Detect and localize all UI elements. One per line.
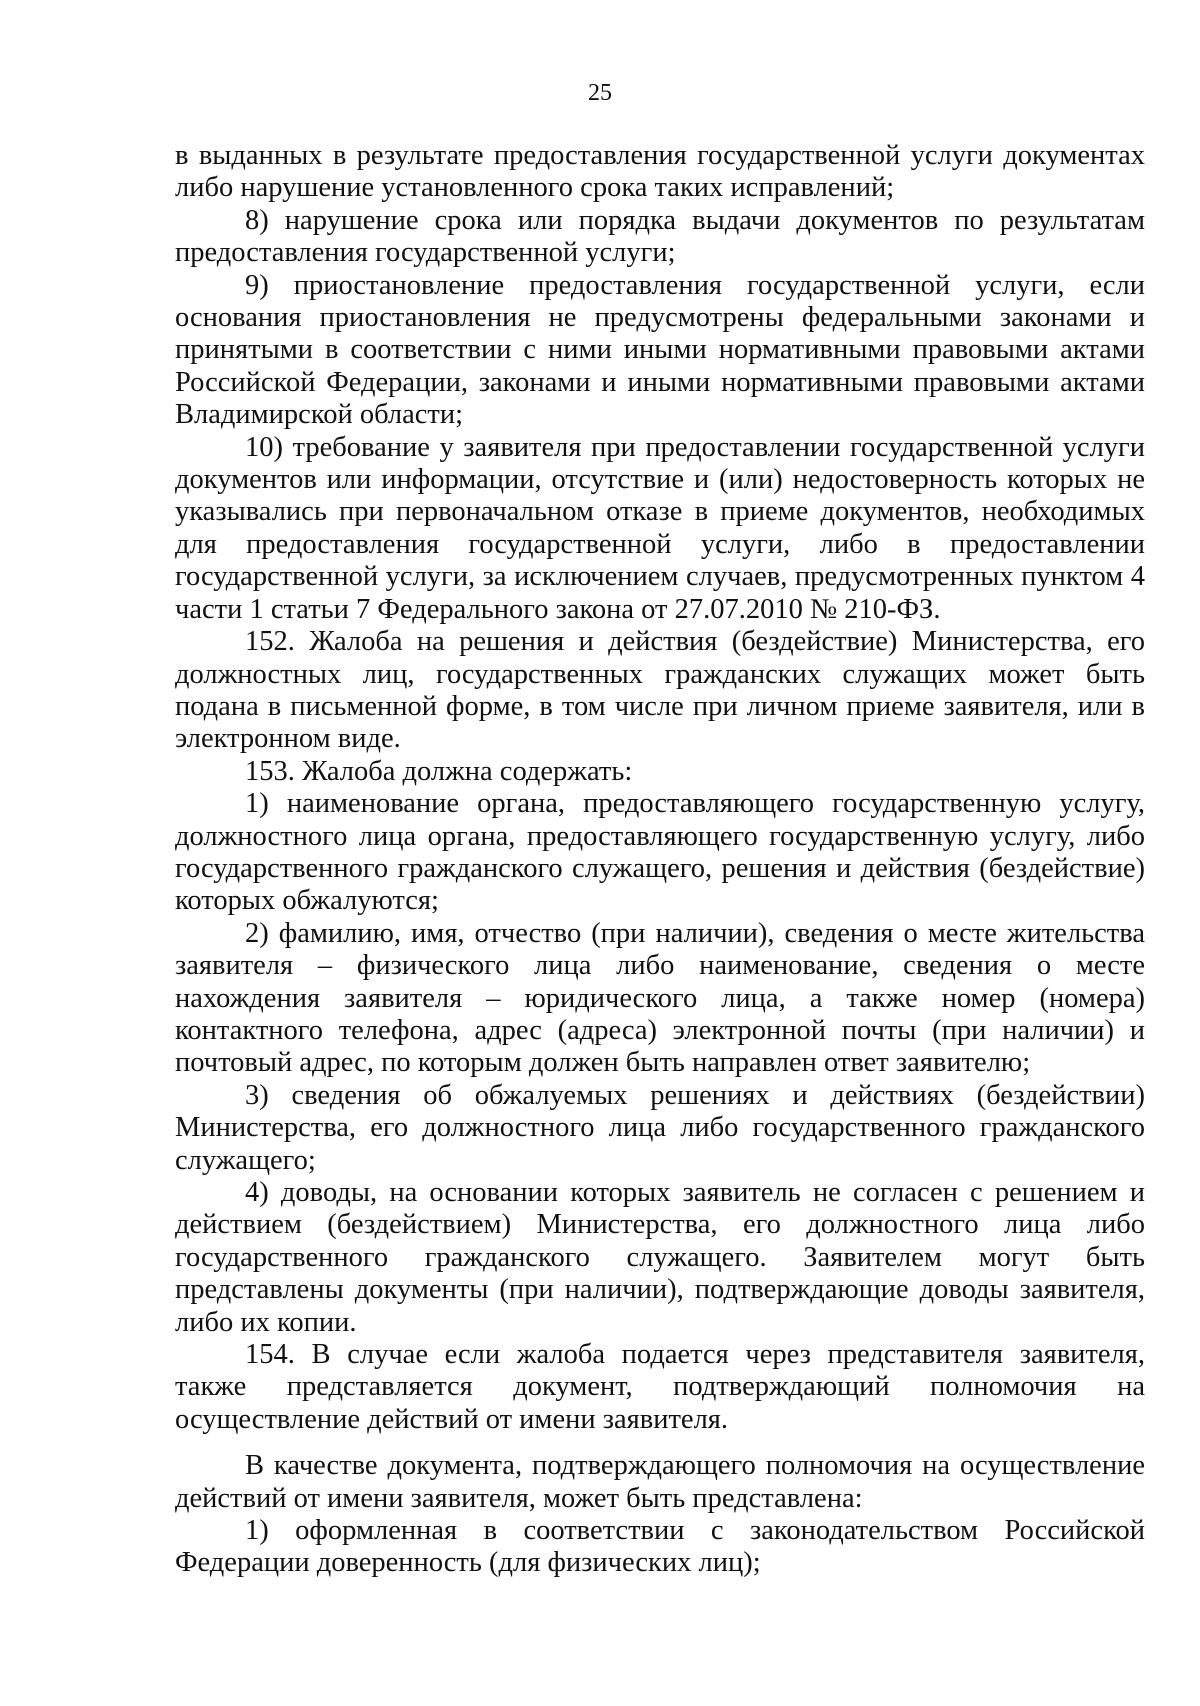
paragraph-152: 152. Жалоба на решения и действия (бездействие) Министерства, его должностных лиц, государственных гражданских служащих может быть подана в письменной форме, в том числе при личном приеме заявителя, или в электронном виде. — [175, 626, 1145, 755]
paragraph-document-types: В качестве документа, подтверждающего полномочия на осуществление действий от имени заявителя, может быть представлена: — [175, 1450, 1145, 1514]
paragraph-continuation: в выданных в результате предоставления государственной услуги документах либо нарушение установленного срока таких исправлений; — [175, 140, 1145, 204]
paragraph-item-10: 10) требование у заявителя при предоставлении государственной услуги документов или информации, отсутствие и (или) недостоверность которых не указывались при первоначальном отказе в приеме документов, необходимых для предоставления государственной услуги, либо в предоставлении государственной услуги, за исключением случаев, предусмотренных пунктом 4 части 1 статьи 7 Федерального закона от 27.07.2010 № 210-ФЗ. — [175, 431, 1145, 625]
paragraph-item-8: 8) нарушение срока или порядка выдачи документов по результатам предоставления государственной услуги; — [175, 204, 1145, 269]
paragraph-153-item-4: 4) доводы, на основании которых заявитель не согласен с решением и действием (бездействием) Министерства, его должностного лица либо государственного гражданского служащего. Заявителем могут быть представлены документы (при наличии), подтверждающие доводы заявителя, либо их копии. — [175, 1177, 1145, 1338]
paragraph-153-item-2: 2) фамилию, имя, отчество (при наличии), сведения о месте жительства заявителя – физического лица либо наименование, сведения о месте нахождения заявителя – юридического лица, а также номер (номера) контактного телефона, адрес (адреса) электронной почты (при наличии) и почтовый адрес, по которым должен быть направлен ответ заявителю; — [175, 917, 1145, 1079]
document-body — [175, 140, 1145, 1580]
paragraph-154: 154. В случае если жалоба подается через представителя заявителя, также представляется документ, подтверждающий полномочия на осуществление действий от имени заявителя. — [175, 1339, 1145, 1435]
paragraph-153-item-3: 3) сведения об обжалуемых решениях и действиях (бездействии) Министерства, его должностного лица либо государственного гражданского служащего; — [175, 1079, 1145, 1176]
paragraph-document-item-1: 1) оформленная в соответствии с законодательством Российской Федерации доверенность (для физических лиц); — [175, 1515, 1145, 1579]
page-number: 25 — [588, 80, 612, 106]
paragraph-153: 153. Жалоба должна содержать: — [245, 755, 633, 787]
paragraph-item-9: 9) приостановление предоставления государственной услуги, если основания приостановления не предусмотрены федеральными законами и принятыми в соответствии с ними иными нормативными правовыми актами Российской Федерации, законами и иными нормативными правовыми актами Владимирской области; — [175, 269, 1145, 431]
paragraph-153-item-1: 1) наименование органа, предоставляющего государственную услугу, должностного лица органа, предоставляющего государственную услугу, либо государственного гражданского служащего, решения и действия (бездействие) которых обжалуются; — [175, 788, 1145, 917]
